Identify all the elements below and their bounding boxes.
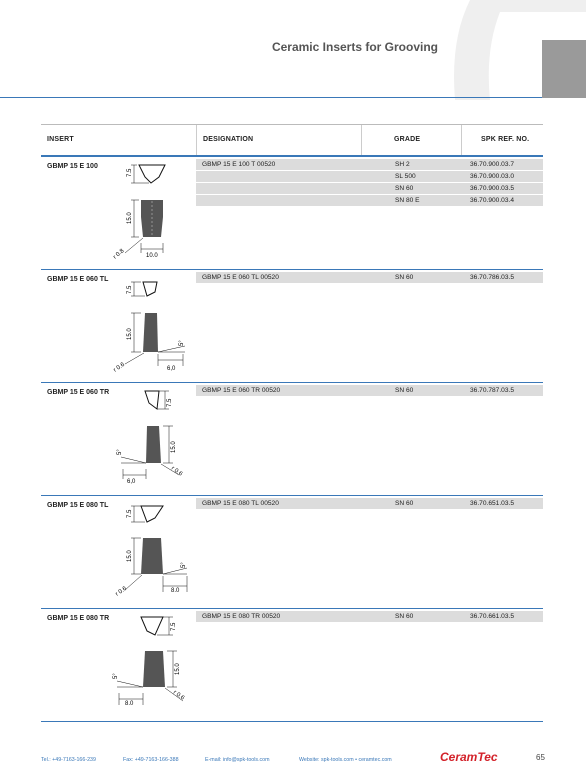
designation-cell: GBMP 15 E 100 T 00520	[202, 161, 276, 168]
dim-radius: r 0.8	[112, 248, 126, 261]
dim-radius: r 0.6	[169, 465, 184, 478]
dim-height: 15.0	[175, 663, 181, 675]
table-row	[196, 272, 543, 283]
ref-cell: 36.70.651.03.5	[470, 500, 514, 507]
dim-height: 15.0	[127, 550, 133, 562]
dim-height-top: 7.5	[127, 509, 133, 518]
footer-fax: Fax: +49-7163-166-388	[123, 757, 179, 763]
column-header-designation: DESIGNATION	[203, 136, 254, 143]
insert-name: GBMP 15 E 100	[47, 163, 98, 170]
grade-cell: SN 60	[395, 274, 414, 281]
insert-block	[41, 383, 543, 496]
grade-cell: SN 60	[395, 613, 414, 620]
footer-tel: Tel.: +49-7163-166-239	[41, 757, 96, 763]
insert-name: GBMP 15 E 080 TR	[47, 615, 110, 622]
dim-height: 15.0	[127, 328, 133, 340]
dim-width: 8.0	[171, 588, 180, 594]
ref-cell: 36.70.900.03.4	[470, 197, 514, 204]
insert-block	[41, 157, 543, 270]
insert-drawing	[101, 157, 196, 269]
dim-radius: r 0.6	[171, 689, 186, 702]
dim-width: 10.0	[146, 253, 158, 259]
column-divider	[196, 125, 197, 155]
dim-height-top: 7.5	[171, 622, 177, 631]
dim-height-top: 7.5	[167, 398, 173, 407]
inserts-table	[41, 124, 543, 722]
ref-cell: 36.70.900.03.5	[470, 185, 514, 192]
ref-cell: 36.70.661.03.5	[470, 613, 514, 620]
table-row	[196, 611, 543, 622]
dim-angle: 5°	[117, 449, 123, 455]
column-divider	[461, 125, 462, 155]
grade-cell: SN 80 E	[395, 197, 420, 204]
table-row	[196, 183, 543, 194]
insert-drawing	[101, 496, 196, 608]
grade-cell: SN 60	[395, 500, 414, 507]
insert-block	[41, 270, 543, 383]
dim-width: 8.0	[125, 701, 134, 707]
column-header-grade: GRADE	[394, 136, 421, 143]
designation-cell: GBMP 15 E 060 TR 00520	[202, 387, 281, 394]
column-divider	[361, 125, 362, 155]
designation-cell: GBMP 15 E 080 TR 00520	[202, 613, 281, 620]
dim-height-top: 7.5	[127, 285, 133, 294]
footer-email[interactable]: E-mail: info@spk-tools.com	[205, 757, 270, 763]
designation-cell: GBMP 15 E 060 TL 00520	[202, 274, 279, 281]
brand-logo: CeramTec	[440, 750, 498, 764]
dim-angle: 5°	[179, 340, 185, 346]
insert-drawing	[101, 270, 196, 382]
insert-name: GBMP 15 E 060 TR	[47, 389, 110, 396]
table-row	[196, 385, 543, 396]
grade-cell: SN 60	[395, 387, 414, 394]
page-number: 65	[536, 753, 545, 762]
dim-radius: r 0.6	[114, 585, 128, 598]
dim-radius: r 0.6	[112, 361, 126, 374]
table-header	[41, 124, 543, 157]
designation-cell: GBMP 15 E 080 TL 00520	[202, 500, 279, 507]
table-row	[196, 498, 543, 509]
header-grey-bar	[542, 40, 586, 98]
table-row	[196, 195, 543, 206]
ref-cell: 36.70.900.03.7	[470, 161, 514, 168]
insert-block	[41, 496, 543, 609]
dim-height: 15.0	[171, 441, 177, 453]
insert-name: GBMP 15 E 060 TL	[47, 276, 109, 283]
dim-angle: 5°	[113, 673, 119, 679]
ref-cell: 36.70.787.03.5	[470, 387, 514, 394]
dim-angle: 5°	[181, 562, 187, 568]
dim-height-top: 7.5	[127, 168, 133, 177]
ref-cell: 36.70.786.03.5	[470, 274, 514, 281]
insert-drawing	[101, 383, 196, 495]
footer-website[interactable]: Website: spk-tools.com • ceramtec.com	[299, 757, 392, 763]
column-header-ref: SPK REF. NO.	[481, 136, 530, 143]
insert-drawing	[101, 609, 196, 721]
insert-block	[41, 609, 543, 722]
column-header-insert: INSERT	[47, 136, 74, 143]
dim-width: 6,0	[127, 479, 136, 485]
ref-cell: 36.70.900.03.0	[470, 173, 514, 180]
dim-width: 6,0	[167, 366, 176, 372]
table-row	[196, 171, 543, 182]
grade-cell: SH 2	[395, 161, 410, 168]
grade-cell: SL 500	[395, 173, 416, 180]
grade-cell: SN 60	[395, 185, 414, 192]
page-title: Ceramic Inserts for Grooving	[271, 40, 438, 54]
header-rule	[0, 97, 542, 98]
insert-name: GBMP 15 E 080 TL	[47, 502, 109, 509]
table-row	[196, 159, 543, 170]
dim-height: 15.0	[127, 212, 133, 224]
